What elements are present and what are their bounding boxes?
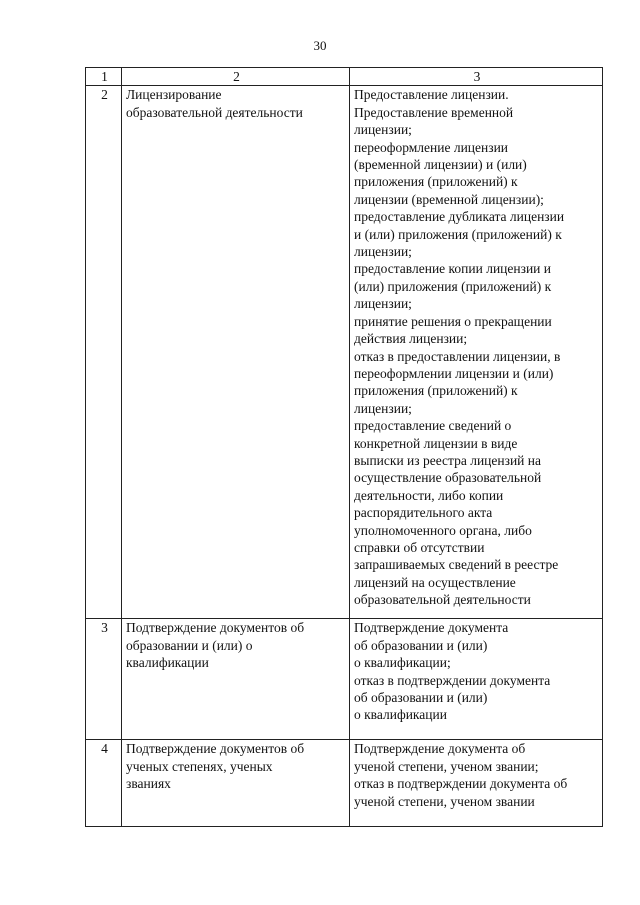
text-line: образовательной деятельности xyxy=(354,592,531,608)
text-line: принятие решения о прекращении xyxy=(354,313,552,329)
services-table xyxy=(85,67,603,827)
row-number: 4 xyxy=(86,740,122,827)
text-line: званиях xyxy=(126,776,171,792)
text-line: о квалификации; xyxy=(354,655,451,671)
text-line: (или) приложения (приложений) к xyxy=(354,278,552,294)
text-line: лицензии (временной лицензии); xyxy=(354,191,544,207)
text-line: лицензии; xyxy=(354,244,412,260)
service-description-cell xyxy=(350,740,603,827)
text-line: Лицензирование xyxy=(126,87,222,103)
text-line: справки об отсутствии xyxy=(354,539,485,555)
text-line: Подтверждение документа xyxy=(354,620,509,636)
service-name-cell xyxy=(122,86,350,619)
text-line: образовательной деятельности xyxy=(126,104,303,120)
text-line: конкретной лицензии в виде xyxy=(354,435,518,451)
text-line: ученой степени, ученом звании xyxy=(354,793,535,809)
text-line: предоставление дубликата лицензии xyxy=(354,209,565,225)
text-line: Подтверждение документа об xyxy=(354,741,526,757)
text-line: (временной лицензии) и (или) xyxy=(354,157,527,173)
text-line: уполномоченного органа, либо xyxy=(354,522,532,538)
text-line: выписки из реестра лицензий на xyxy=(354,452,541,468)
text-line: отказ в подтверждении документа xyxy=(354,672,551,688)
text-line: Подтверждение документов об xyxy=(126,741,305,757)
text-line: ученой степени, ученом звании; xyxy=(354,758,539,774)
text-line: образовании и (или) о xyxy=(126,637,253,653)
text-line: отказ в предоставлении лицензии, в xyxy=(354,348,561,364)
text-line: об образовании и (или) xyxy=(354,690,488,706)
text-line: ученых степенях, ученых xyxy=(126,758,273,774)
service-description-cell xyxy=(350,619,603,740)
column-header-1: 1 xyxy=(86,68,122,86)
text-line: приложения (приложений) к xyxy=(354,383,518,399)
text-line: об образовании и (или) xyxy=(354,637,488,653)
text-line: переоформление лицензии xyxy=(354,139,509,155)
service-description-cell xyxy=(350,86,603,619)
table-row xyxy=(86,740,603,827)
text-line: отказ в подтверждении документа об xyxy=(354,776,568,792)
text-line: осуществление образовательной xyxy=(354,470,542,486)
text-line: и (или) приложения (приложений) к xyxy=(354,226,562,242)
column-header-3: 3 xyxy=(350,68,603,86)
table-header-row xyxy=(86,68,603,86)
table-row xyxy=(86,86,603,619)
text-line: лицензии; xyxy=(354,400,412,416)
text-line: квалификации xyxy=(126,655,209,671)
text-line: лицензий на осуществление xyxy=(354,574,516,590)
text-line: о квалификации xyxy=(354,707,447,723)
text-line: Предоставление временной xyxy=(354,104,514,120)
text-line: предоставление сведений о xyxy=(354,418,512,434)
text-line: предоставление копии лицензии и xyxy=(354,261,551,277)
service-name-cell xyxy=(122,619,350,740)
text-line: действия лицензии; xyxy=(354,331,468,347)
text-line: распорядительного акта xyxy=(354,505,493,521)
row-number: 3 xyxy=(86,619,122,740)
text-line: переоформлении лицензии и (или) xyxy=(354,365,554,381)
text-line: приложения (приложений) к xyxy=(354,174,518,190)
text-line: деятельности, либо копии xyxy=(354,487,504,503)
text-line: Предоставление лицензии. xyxy=(354,87,509,103)
text-line: лицензии; xyxy=(354,296,412,312)
table-row xyxy=(86,619,603,740)
text-line: лицензии; xyxy=(354,122,412,138)
page-number: 30 xyxy=(313,38,327,53)
text-line: запрашиваемых сведений в реестре xyxy=(354,557,559,573)
row-number: 2 xyxy=(86,86,122,619)
service-name-cell xyxy=(122,740,350,827)
text-line: Подтверждение документов об xyxy=(126,620,305,636)
column-header-2: 2 xyxy=(122,68,350,86)
